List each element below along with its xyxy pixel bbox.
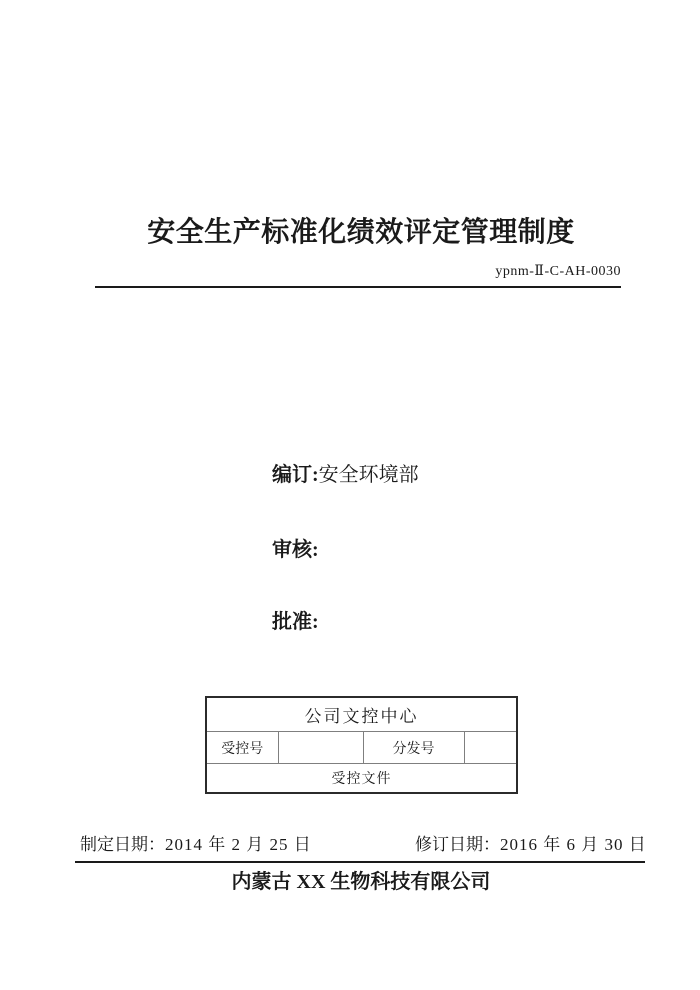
- revised-date-label: 修订日期：: [415, 835, 500, 854]
- control-table-header-row: [206, 697, 517, 732]
- document-control-table: [205, 696, 518, 794]
- created-date-line: [80, 833, 312, 857]
- revised-date-value: 2016 年 6 月 30 日: [500, 835, 647, 854]
- footer-divider-line: [75, 861, 645, 863]
- control-table-footer-row: [206, 764, 517, 794]
- reviewed-by-line: [272, 537, 319, 563]
- company-name: 内蒙古 XX 生物科技有限公司: [231, 871, 491, 893]
- control-table-numbers-row: [206, 732, 517, 764]
- revised-date-line: [415, 833, 647, 857]
- document-code: ypnm-Ⅱ-C-AH-0030: [495, 264, 621, 279]
- created-date-label: 制定日期：: [80, 835, 165, 854]
- controlled-document-label: 受控文件: [206, 764, 517, 794]
- reviewed-by-label: 审核:: [272, 539, 319, 561]
- distribution-number-value-cell: [464, 732, 517, 764]
- drafted-by-line: [272, 462, 419, 488]
- document-title: 安全生产标准化绩效评定管理制度: [147, 217, 575, 248]
- approved-by-label: 批准:: [272, 611, 319, 633]
- created-date-value: 2014 年 2 月 25 日: [165, 835, 312, 854]
- distribution-number-label: 分发号: [363, 732, 464, 764]
- drafted-by-label: 编订:: [272, 464, 319, 486]
- controlled-number-value-cell: [278, 732, 363, 764]
- control-center-title: 公司文控中心: [206, 697, 517, 732]
- approved-by-line: [272, 609, 319, 635]
- title-divider-line: [95, 286, 621, 288]
- drafted-by-value: 安全环境部: [318, 464, 419, 486]
- controlled-number-label: 受控号: [206, 732, 278, 764]
